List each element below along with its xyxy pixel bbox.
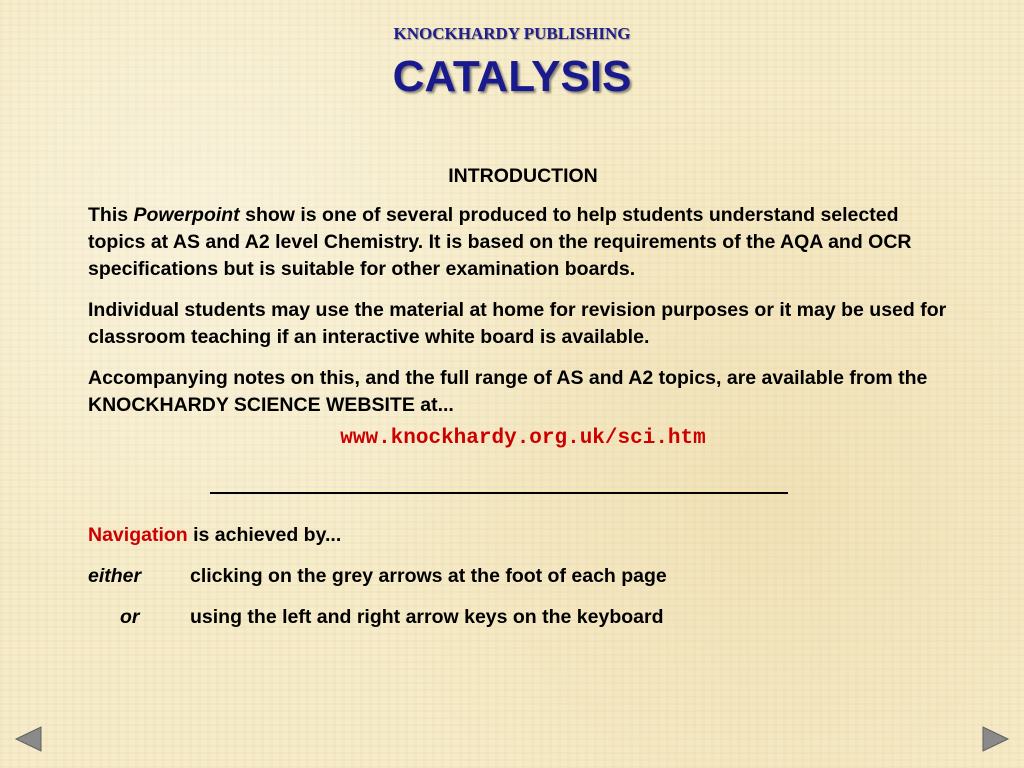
page-title: CATALYSIS	[392, 52, 632, 101]
navigation-label-post: is achieved by...	[187, 524, 342, 546]
intro-p1-italic: Powerpoint	[133, 204, 240, 226]
website-link[interactable]: www.knockhardy.org.uk/sci.htm	[340, 427, 706, 450]
intro-paragraph-3: Accompanying notes on this, and the full range of AS and A2 topics, are available from the KNOCKHARDY SCIENCE WEBSITE at...	[88, 367, 928, 416]
intro-paragraph-2: Individual students may use the material at home for revision purposes or it may be used for classroom teaching if an interactive white board is available.	[88, 299, 947, 348]
left-arrow-icon[interactable]	[14, 726, 42, 752]
intro-section	[88, 163, 958, 452]
intro-p1-post: show is one of several produced to help students understand selected topics at AS and A2 level Chemistry. It is based on the requirements of the AQA and OCR specifications but is suitable for other examination boards.	[88, 204, 912, 280]
navigation-intro	[88, 522, 958, 549]
publisher-name: KNOCKHARDY PUBLISHING	[393, 24, 631, 43]
navigation-label: Navigation	[88, 524, 188, 546]
intro-paragraph-1	[88, 202, 958, 283]
right-arrow-icon[interactable]	[982, 726, 1010, 752]
intro-p1-pre: This	[88, 204, 134, 226]
navigation-section	[88, 522, 958, 645]
navigation-either-line	[88, 563, 958, 590]
navigation-or-line	[88, 604, 958, 631]
either-label: either	[88, 565, 142, 587]
or-text: using the left and right arrow keys on the keyboard	[190, 606, 664, 628]
divider-line	[210, 492, 788, 494]
intro-heading: INTRODUCTION	[448, 165, 598, 187]
or-label: or	[120, 606, 140, 628]
either-text: clicking on the grey arrows at the foot of each page	[190, 565, 667, 587]
